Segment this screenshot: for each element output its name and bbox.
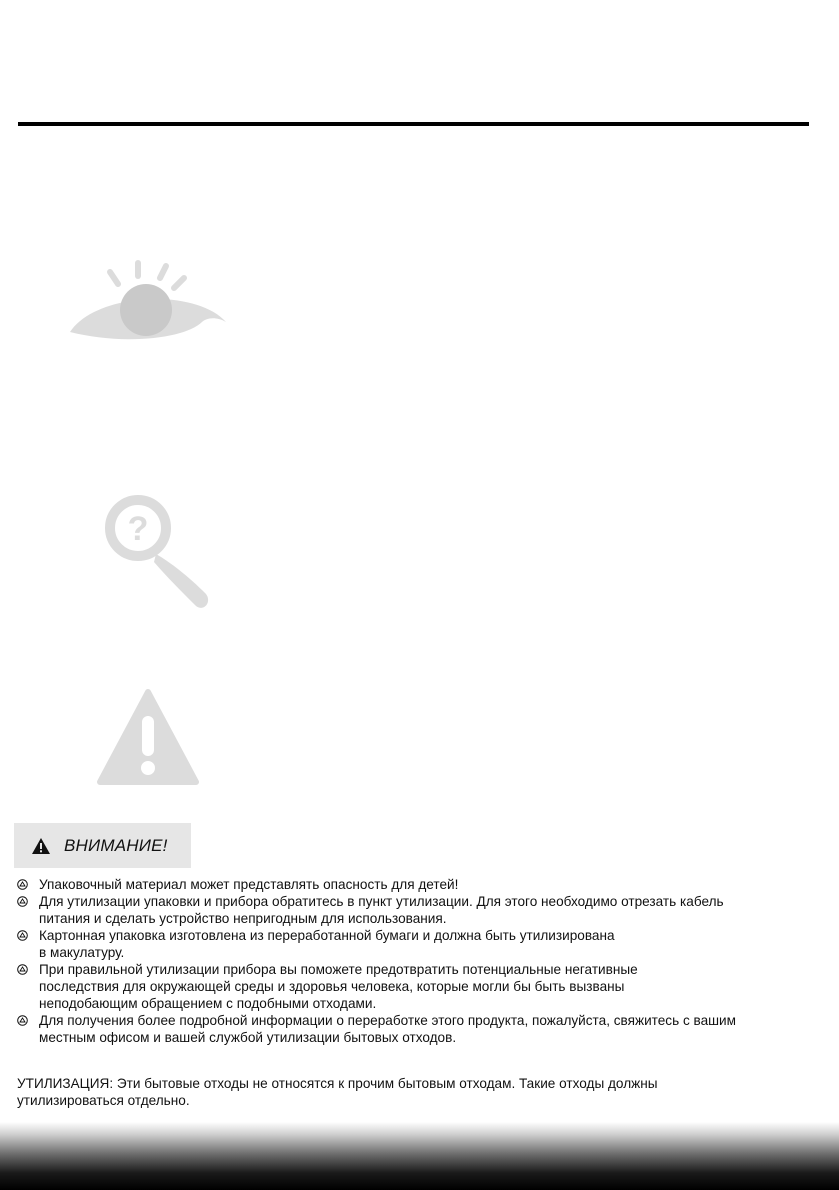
note-line: неподобающим обращением с подобными отходами. (39, 996, 377, 1011)
recycle-bullet-icon (17, 1015, 28, 1026)
note-line: в макулатуру. (39, 945, 125, 960)
recycle-bullet-icon (17, 896, 28, 907)
warning-icon (32, 838, 50, 854)
top-divider (18, 122, 809, 126)
recycle-bullet-icon (17, 930, 28, 941)
disposal-line: утилизироваться отдельно. (17, 1093, 190, 1108)
attention-banner (14, 823, 191, 868)
disposal-paragraph (17, 1075, 817, 1109)
recycle-bullet-icon (17, 879, 28, 890)
note-line: местным офисом и вашей службой утилизации бытовых отходов. (39, 1030, 457, 1045)
list-item (17, 1012, 832, 1046)
note-line: Для утилизации упаковки и прибора обратитесь в пункт утилизации. Для этого необходимо отрезать кабель (39, 894, 724, 909)
disposal-line: УТИЛИЗАЦИЯ: Эти бытовые отходы не относятся к прочим бытовым отходам. Такие отходы должны (17, 1076, 658, 1091)
note-line: При правильной утилизации прибора вы поможете предотвратить потенциальные негативные (39, 962, 638, 977)
footer-gradient-band (0, 1122, 839, 1190)
recycle-bullet-icon (17, 964, 28, 975)
note-line: последствия для окружающей среды и здоровья человека, которые могли бы быть вызваны (39, 979, 625, 994)
list-item (17, 927, 832, 961)
eye-icon (66, 260, 230, 344)
note-line: Для получения более подробной информации о переработке этого продукта, пожалуйста, свяжитесь с вашим (39, 1013, 736, 1028)
note-line: Картонная упаковка изготовлена из переработанной бумаги и должна быть утилизирована (39, 928, 615, 943)
note-line: питания и сделать устройство непригодным для использования. (39, 911, 447, 926)
note-line: Упаковочный материал может представлять опасность для детей! (39, 877, 459, 892)
recycling-notes-list (17, 876, 832, 1046)
list-item (17, 893, 832, 927)
magnifier-question-icon (100, 490, 216, 614)
list-item (17, 961, 832, 1012)
attention-label: ВНИМАНИЕ! (64, 835, 168, 855)
list-item (17, 876, 832, 893)
warning-triangle-icon (96, 688, 200, 786)
svg-text:?: ? (127, 510, 149, 548)
